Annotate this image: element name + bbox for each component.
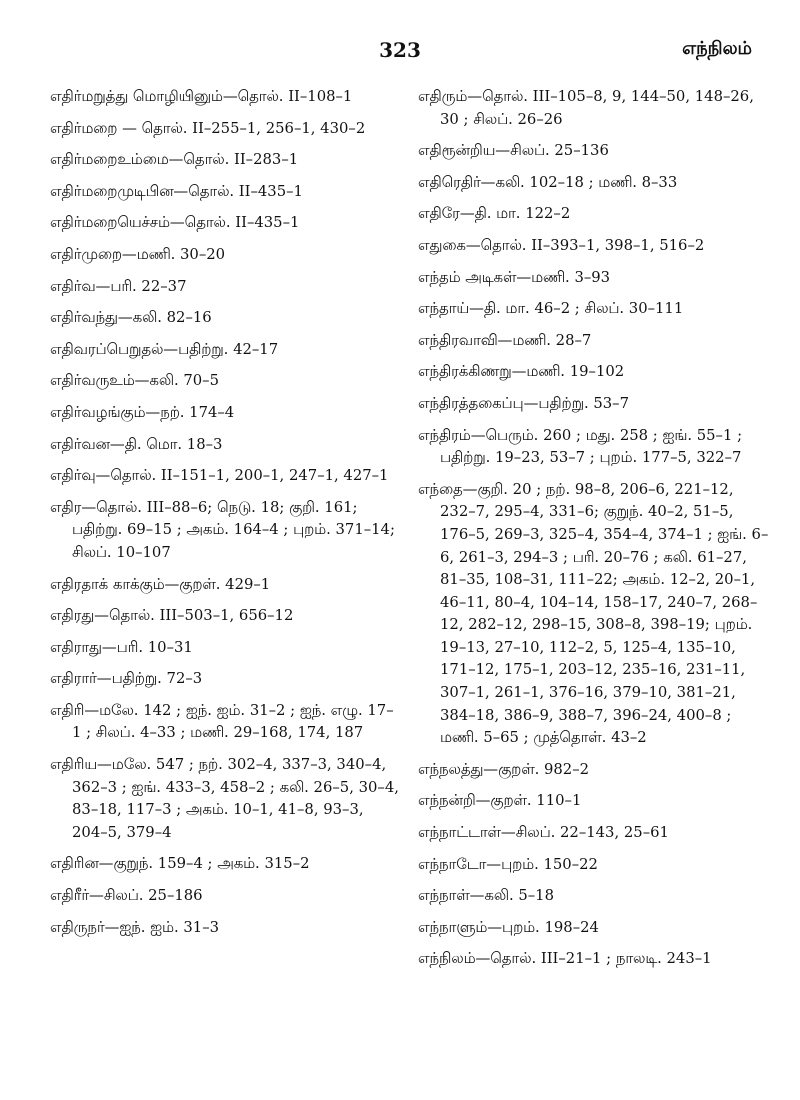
index-entry: எதிர்வன—தி. மொ. 18–3 <box>50 435 223 453</box>
index-entry: எதிர்வந்து—கலி. 82–16 <box>50 309 212 327</box>
index-entry: எதிரார்—பதிற்று. 72–3 <box>50 670 203 688</box>
index-entry: எதிராது—பரி. 10–31 <box>50 638 193 656</box>
index-entry: எதிர்வ—பரி. 22–37 <box>50 277 187 295</box>
index-entry: எதிர்மறைமுடிபின—தொல். II–435–1 <box>50 182 303 200</box>
index-entry: எந்நாள்—கலி. 5–18 <box>418 887 554 905</box>
index-entry: எந்தை—குறி. 20 ; நற். 98–8, 206–6, 221–12, 232–7, 295–4, 331–6; குறுந். 40–2, 51–5, 176–5, 269–3, 325–4, 354–4, 374–1 ; ஐங். 6–6, 261–3, 294–3 ; பரி. 20–76 ; கலி. 61–27, 81–35, 108–31, 111–22; அகம். 12–2, 20–1, 46–11, 80–4, 104–14, 158–17, 240–7, 268–12, 282–12, 298–15, 308–8, 398–19; புறம். 19–13, 27–10, 112–2, 5, 125–4, 135–10, 171–12, 175–1, 203–12, 235–16, 231–11, 307–1, 261–1, 376–16, 379–10, 381–21, 384–18, 386–9, 388–7, 396–24, 400–8 ; மணி. 5–65 ; முத்தொள். 43–2 <box>418 480 769 747</box>
index-entry: எதிர்வருஉம்—கலி. 70–5 <box>50 372 219 390</box>
index-entry: எதிர்வு—தொல். II–151–1, 200–1, 247–1, 427–1 <box>50 467 389 485</box>
index-entry: எதிரிய—மலே. 547 ; நற். 302–4, 337–3, 340–4, 362–3 ; ஐங். 433–3, 458–2 ; கலி. 26–5, 30–4, 83–18, 117–3 ; அகம். 10–1, 41–8, 93–3, 204–5, 379–4 <box>50 756 399 841</box>
index-entry: எந்தம் அடிகள்—மணி. 3–93 <box>418 268 611 286</box>
index-entry: எதிரீர்—சிலப். 25–186 <box>50 887 203 905</box>
index-entry: எதிர்மறுத்து மொழியினும்—தொல். II–108–1 <box>50 88 353 105</box>
index-entry: எந்நாட்டாள்—சிலப். 22–143, 25–61 <box>418 824 669 842</box>
index-entry: எதிரும்—தொல். III–105–8, 9, 144–50, 148–26, 30 ; சிலப். 26–26 <box>418 88 754 128</box>
index-entry: எதிரூன்றிய—சிலப். 25–136 <box>418 142 609 160</box>
index-entry: எந்நாளும்—புறம். 198–24 <box>418 918 599 936</box>
running-head: எந்நிலம் <box>682 38 752 59</box>
index-entry: எதிர்முறை—மணி. 30–20 <box>50 245 226 263</box>
index-entry: எந்நலத்து—குறள். 982–2 <box>418 760 590 778</box>
index-entry: எதிரே—தி. மா. 122–2 <box>418 205 571 223</box>
index-entry: எதிர்மறையெச்சம்—தொல். II–435–1 <box>50 214 300 232</box>
index-entry: எதிரி—மலே. 142 ; ஐந். ஐம். 31–2 ; ஐந். எழு. 17–1 ; சிலப். 4–33 ; மணி. 29–168, 174, 187 <box>50 701 394 742</box>
left-column <box>50 86 402 948</box>
index-entry: எதிர—தொல். III–88–6; நெடு. 18; குறி. 161; பதிற்று. 69–15 ; அகம். 164–4 ; புறம். 371–14; சிலப். 10–107 <box>50 498 395 561</box>
index-entry: எதிரதாக் காக்கும்—குறள். 429–1 <box>50 575 271 593</box>
index-entry: எந்நாடோ—புறம். 150–22 <box>418 855 598 873</box>
index-entry: எந்திரத்தகைப்பு—பதிற்று. 53–7 <box>418 394 629 412</box>
index-entry: எதிரது—தொல். III–503–1, 656–12 <box>50 607 294 625</box>
index-entry: எந்திரவாவி—மணி. 28–7 <box>418 331 592 349</box>
index-entry: எதிவரப்பெறுதல்—பதிற்று. 42–17 <box>50 340 279 358</box>
index-entry: எந்திரம்—பெரும். 260 ; மது. 258 ; ஐங். 55–1 ; பதிற்று. 19–23, 53–7 ; புறம். 177–5, 322–7 <box>418 426 743 467</box>
index-entry: எந்நிலம்—தொல். III–21–1 ; நாலடி. 243–1 <box>418 950 712 968</box>
page-number: 323 <box>379 38 421 62</box>
index-entry: எந்நன்றி—குறள். 110–1 <box>418 792 582 810</box>
index-entry: எதிர்மறைஉம்மை—தொல். II–283–1 <box>50 151 299 169</box>
index-entry: எதிருநர்—ஐந். ஐம். 31–3 <box>50 918 220 936</box>
index-entry: எதிரின—குறுந். 159–4 ; அகம். 315–2 <box>50 855 310 873</box>
index-entry: எந்திரக்கிணறு—மணி. 19–102 <box>418 363 625 381</box>
index-entry: எதிரெதிர்—கலி. 102–18 ; மணி. 8–33 <box>418 173 678 191</box>
index-entry: எதிர்வழங்கும்—நற். 174–4 <box>50 403 235 421</box>
right-column <box>418 86 770 980</box>
index-entry: எதுகை—தொல். II–393–1, 398–1, 516–2 <box>418 236 705 254</box>
index-entry: எந்தாய்—தி. மா. 46–2 ; சிலப். 30–111 <box>418 300 684 318</box>
index-entry: எதிர்மறை — தொல். II–255–1, 256–1, 430–2 <box>50 119 366 137</box>
